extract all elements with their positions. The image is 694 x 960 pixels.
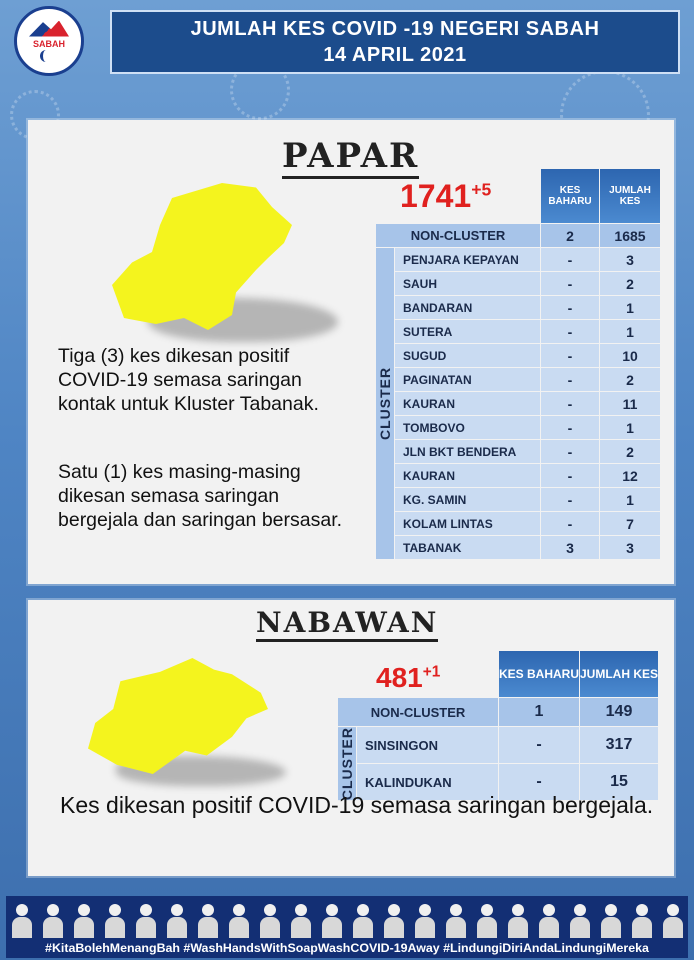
cluster-name: JLN BKT BENDERA — [395, 440, 540, 463]
cluster-name: KAURAN — [395, 392, 540, 415]
nabawan-panel — [28, 600, 674, 876]
cluster-total-cases: 1 — [600, 488, 660, 511]
table-row — [376, 248, 660, 271]
person-icon — [290, 904, 312, 938]
cluster-new-cases: - — [541, 368, 599, 391]
cluster-name: KG. SAMIN — [395, 488, 540, 511]
nabawan-description: Kes dikesan positif COVID-19 semasa saringan bergejala. — [60, 792, 654, 818]
page-header — [110, 10, 680, 74]
cluster-new-cases: - — [541, 320, 599, 343]
cluster-total-cases: 15 — [580, 764, 658, 800]
papar-increase: +5 — [471, 179, 492, 200]
papar-total-value: 1741 — [400, 178, 472, 214]
person-icon — [538, 904, 560, 938]
cluster-total-cases: 11 — [600, 392, 660, 415]
person-icon — [631, 904, 653, 938]
table-row — [376, 296, 660, 319]
table-row — [376, 344, 660, 367]
table-row — [376, 536, 660, 559]
cluster-new-cases: - — [541, 248, 599, 271]
logo-text: SABAH — [32, 38, 65, 49]
cluster-new-cases: - — [541, 392, 599, 415]
sabah-logo — [14, 6, 84, 76]
cluster-new-cases: - — [541, 488, 599, 511]
cluster-total-cases: 2 — [600, 272, 660, 295]
non-cluster-total: 149 — [580, 698, 658, 726]
person-icon — [73, 904, 95, 938]
person-icon — [476, 904, 498, 938]
cluster-total-cases: 1 — [600, 296, 660, 319]
footer-hashtags: #KitaBolehMenangBah #WashHandsWithSoapWashCOVID-19Away #LindungiDiriAndaLindungiMereka — [6, 938, 688, 958]
papar-description-1: Tiga (3) kes dikesan positif COVID-19 semasa saringan kontak untuk Kluster Tabanak. — [58, 345, 319, 415]
cluster-label: CLUSTER — [376, 248, 394, 559]
cluster-name: PENJARA KEPAYAN — [395, 248, 540, 271]
col-new-cases: KES BAHARU — [499, 651, 579, 697]
cluster-name: SUTERA — [395, 320, 540, 343]
person-icon — [445, 904, 467, 938]
person-icon — [600, 904, 622, 938]
table-row — [376, 320, 660, 343]
person-icon — [662, 904, 684, 938]
person-icon — [569, 904, 591, 938]
cluster-name: TOMBOVO — [395, 416, 540, 439]
cluster-new-cases: - — [541, 512, 599, 535]
table-row — [376, 512, 660, 535]
cluster-new-cases: - — [541, 416, 599, 439]
table-row — [376, 392, 660, 415]
cluster-new-cases: - — [499, 764, 579, 800]
cluster-new-cases: - — [541, 464, 599, 487]
papar-title: PAPAR — [282, 136, 419, 179]
table-row — [376, 368, 660, 391]
footer-people-strip — [6, 896, 688, 938]
person-icon — [383, 904, 405, 938]
cluster-name: PAGINATAN — [395, 368, 540, 391]
nabawan-title: NABAWAN — [256, 606, 438, 642]
papar-panel — [28, 120, 674, 584]
person-icon — [166, 904, 188, 938]
person-icon — [507, 904, 529, 938]
table-row — [376, 464, 660, 487]
cluster-total-cases: 3 — [600, 248, 660, 271]
non-cluster-label: NON-CLUSTER — [338, 698, 498, 726]
person-icon — [104, 904, 126, 938]
cluster-new-cases: 3 — [541, 536, 599, 559]
person-icon — [197, 904, 219, 938]
person-icon — [352, 904, 374, 938]
table-row — [376, 272, 660, 295]
cluster-name: SAUH — [395, 272, 540, 295]
table-row — [376, 488, 660, 511]
cluster-name: TABANAK — [395, 536, 540, 559]
table-row — [338, 698, 658, 726]
cluster-name: BANDARAN — [395, 296, 540, 319]
mountain-icon — [29, 21, 69, 37]
cluster-total-cases: 1 — [600, 416, 660, 439]
cluster-name: SINSINGON — [357, 727, 498, 763]
cluster-total-cases: 317 — [580, 727, 658, 763]
header-date: 14 APRIL 2021 — [323, 44, 467, 66]
non-cluster-label: NON-CLUSTER — [376, 224, 540, 247]
cluster-name: KOLAM LINTAS — [395, 512, 540, 535]
cluster-total-cases: 10 — [600, 344, 660, 367]
nabawan-total-value: 481 — [376, 662, 423, 693]
cluster-new-cases: - — [541, 272, 599, 295]
non-cluster-new: 2 — [541, 224, 599, 247]
col-total-cases: JUMLAH KES — [600, 169, 660, 223]
person-icon — [135, 904, 157, 938]
cluster-new-cases: - — [499, 727, 579, 763]
person-icon — [11, 904, 33, 938]
cluster-total-cases: 1 — [600, 320, 660, 343]
papar-table — [375, 168, 661, 560]
non-cluster-total: 1685 — [600, 224, 660, 247]
nabawan-table — [337, 650, 659, 801]
table-row — [376, 224, 660, 247]
cluster-label: CLUSTER — [339, 727, 355, 801]
cluster-new-cases: - — [541, 344, 599, 367]
header-title: JUMLAH KES COVID -19 NEGERI SABAH — [190, 18, 600, 40]
nabawan-increase: +1 — [422, 663, 441, 681]
cluster-total-cases: 7 — [600, 512, 660, 535]
cluster-name: SUGUD — [395, 344, 540, 367]
col-total-cases: JUMLAH KES — [580, 651, 658, 697]
table-row — [338, 727, 658, 763]
cluster-name: KAURAN — [395, 464, 540, 487]
person-icon — [228, 904, 250, 938]
person-icon — [321, 904, 343, 938]
table-row — [376, 440, 660, 463]
person-icon — [414, 904, 436, 938]
table-row — [376, 416, 660, 439]
cluster-total-cases: 12 — [600, 464, 660, 487]
non-cluster-new: 1 — [499, 698, 579, 726]
person-icon — [259, 904, 281, 938]
papar-description-2: Satu (1) kes masing-masing dikesan semasa saringan bergejala dan saringan bersasar. — [58, 461, 343, 531]
person-icon — [42, 904, 64, 938]
cluster-total-cases: 3 — [600, 536, 660, 559]
cluster-total-cases: 2 — [600, 440, 660, 463]
cluster-name: KALINDUKAN — [357, 764, 498, 800]
cluster-total-cases: 2 — [600, 368, 660, 391]
logo-swoosh-icon — [40, 50, 58, 62]
cluster-new-cases: - — [541, 440, 599, 463]
col-new-cases: KES BAHARU — [541, 169, 599, 223]
cluster-new-cases: - — [541, 296, 599, 319]
